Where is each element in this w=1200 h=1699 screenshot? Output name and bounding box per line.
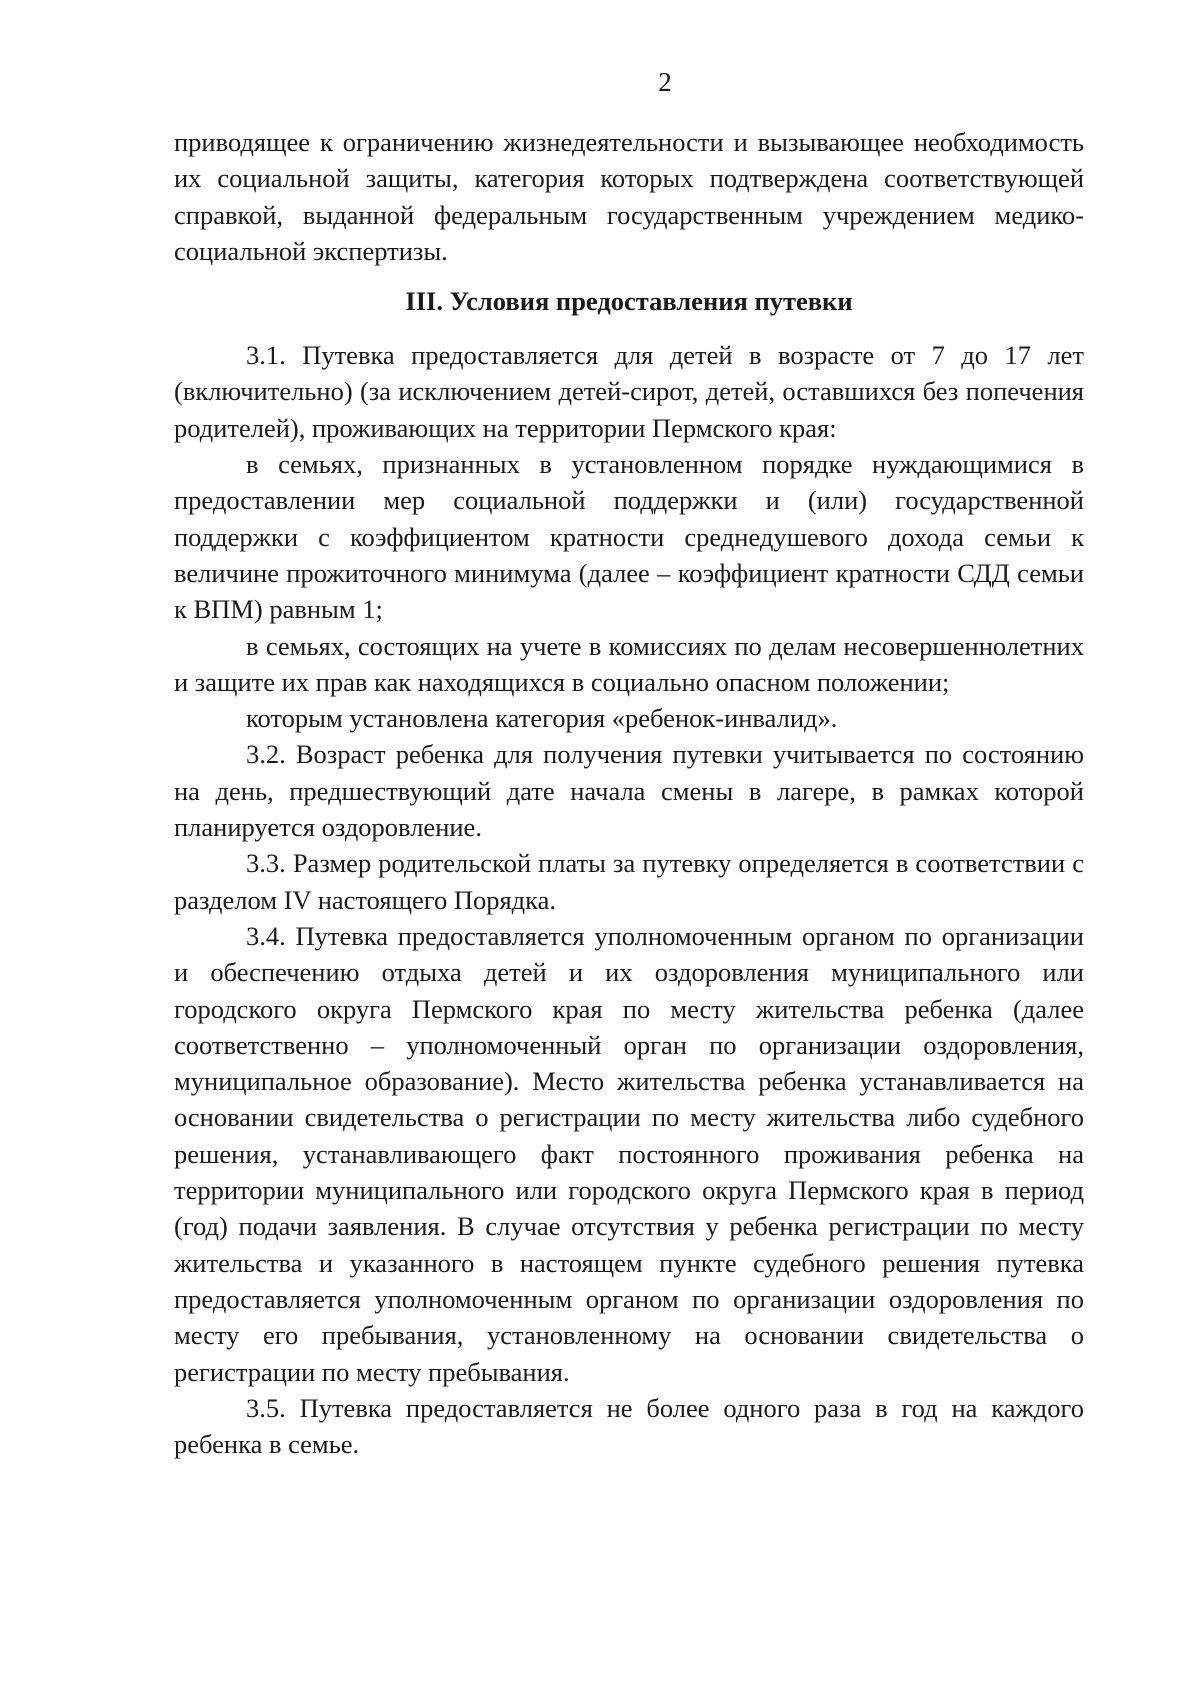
paragraph-3-4: 3.4. Путевка предоставляется уполномоченным органом по организации и обеспечению отдыха детей и их оздоровления муниципального или городского округа Пермского края по месту жительства ребенка (далее соответственно – уполномоченный орган по организации оздоровления, муниципальное образование). Место жительства ребенка устанавливается на основании свидетельства о регистрации по месту жительства либо судебного решения, устанавливающего факт постоянного проживания ребенка на территории муниципального или городского округа Пермского края в период (год) подачи заявления. В случае отсутствия у ребенка регистрации по месту жительства и указанного в настоящем пункте судебного решения путевка предоставляется уполномоченным органом по организации оздоровления по месту его пребывания, установленному на основании свидетельства о регистрации по месту пребывания. bbox=[174, 920, 1084, 1387]
page-number: 2 bbox=[658, 67, 672, 97]
paragraph-continuation: приводящее к ограничению жизнедеятельности и вызывающее необходимость их социальной защиты, категория которых подтверждена соответствующей справкой, выданной федеральным государственным учреждением медико-социальной экспертизы. bbox=[174, 127, 1084, 266]
paragraph-3-5: 3.5. Путевка предоставляется не более одного раза в год на каждого ребенка в семье. bbox=[174, 1392, 1084, 1460]
paragraph-3-3: 3.3. Размер родительской платы за путевку определяется в соответствии с разделом IV настоящего Порядка. bbox=[174, 848, 1084, 915]
paragraph-3-1-disabled-child: которым установлена категория «ребенок-инвалид». bbox=[246, 703, 838, 734]
paragraph-3-2: 3.2. Возраст ребенка для получения путевки учитывается по состоянию на день, предшествующий дате начала смены в лагере, в рамках которой планируется оздоровление. bbox=[174, 739, 1084, 843]
paragraph-3-1: 3.1. Путевка предоставляется для детей в возрасте от 7 до 17 лет (включительно) (за исключением детей-сирот, детей, оставшихся без попечения родителей), проживающих на территории Пермского края: bbox=[174, 340, 1084, 443]
paragraph-3-1-families-needy: в семьях, признанных в установленном порядке нуждающимися в предоставлении мер социальной поддержки и (или) государственной поддержки с коэффициентом кратности среднедушевого дохода семьи к величине прожиточного минимума (далее – коэффициент кратности СДД семьи к ВПМ) равным 1; bbox=[174, 449, 1084, 625]
document-body bbox=[174, 124, 1084, 1462]
paragraph-3-1-families-registered: в семьях, состоящих на учете в комиссиях по делам несовершеннолетних и защите их прав как находящихся в социально опасном положении; bbox=[174, 630, 1084, 697]
section-heading: III. Условия предоставления путевки bbox=[405, 286, 853, 317]
